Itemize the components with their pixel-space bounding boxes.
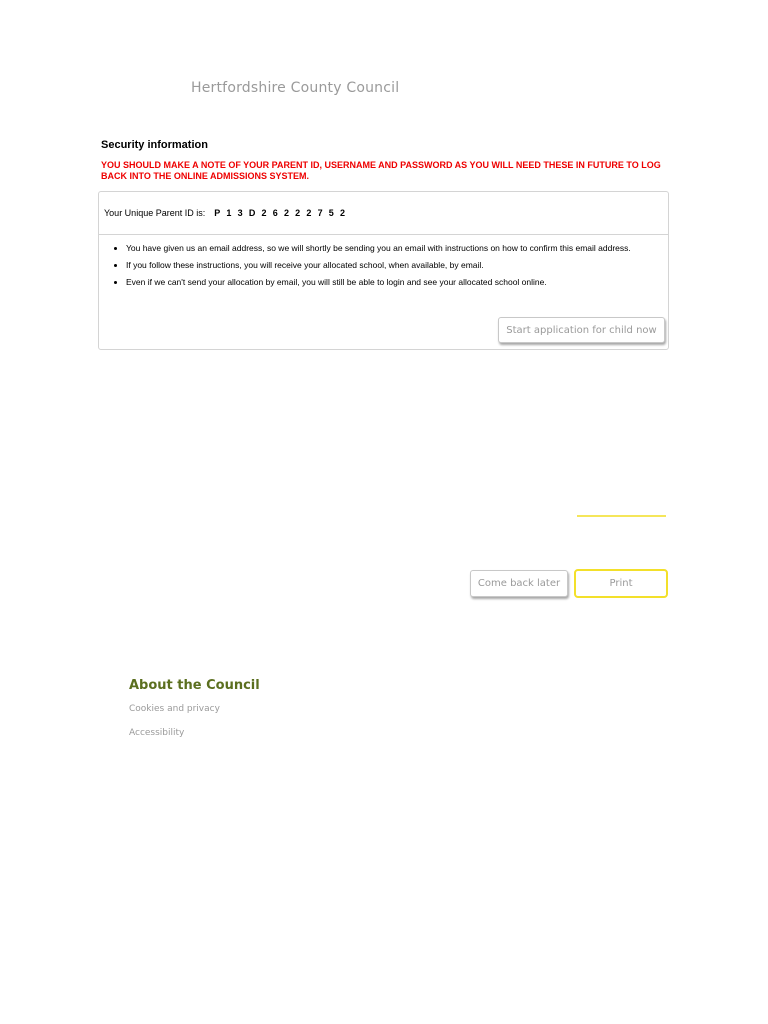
focus-highlight-line [577,515,666,517]
list-item: • You have given us an email address, so we will shortly be sending you an email with instructions on how to confirm this email address. [126,243,648,253]
start-application-button[interactable]: Start application for child now [498,317,665,343]
come-back-later-button[interactable]: Come back later [470,570,568,597]
parent-id-row [99,192,668,235]
about-council-heading: About the Council [129,678,260,693]
site-title[interactable]: Hertfordshire County Council [191,80,400,96]
info-list [99,235,668,287]
parent-id-label: Your Unique Parent ID is: [104,208,206,218]
list-item: • Even if we can't send your allocation by email, you will still be able to login and see your allocated school online. [126,277,648,287]
cookies-privacy-link[interactable]: Cookies and privacy [129,704,220,714]
list-item: • If you follow these instructions, you will receive your allocated school, when available, by email. [126,260,648,270]
accessibility-link[interactable]: Accessibility [129,728,185,738]
security-warning: YOU SHOULD MAKE A NOTE OF YOUR PARENT ID, USERNAME AND PASSWORD AS YOU WILL NEED THESE IN FUTURE TO LOG BACK INTO THE ONLINE ADMISSIONS SYSTEM. [101,160,661,181]
parent-id-value: P13D26222752 [214,208,352,218]
security-heading: Security information [101,139,208,151]
print-button[interactable]: Print [574,569,668,598]
